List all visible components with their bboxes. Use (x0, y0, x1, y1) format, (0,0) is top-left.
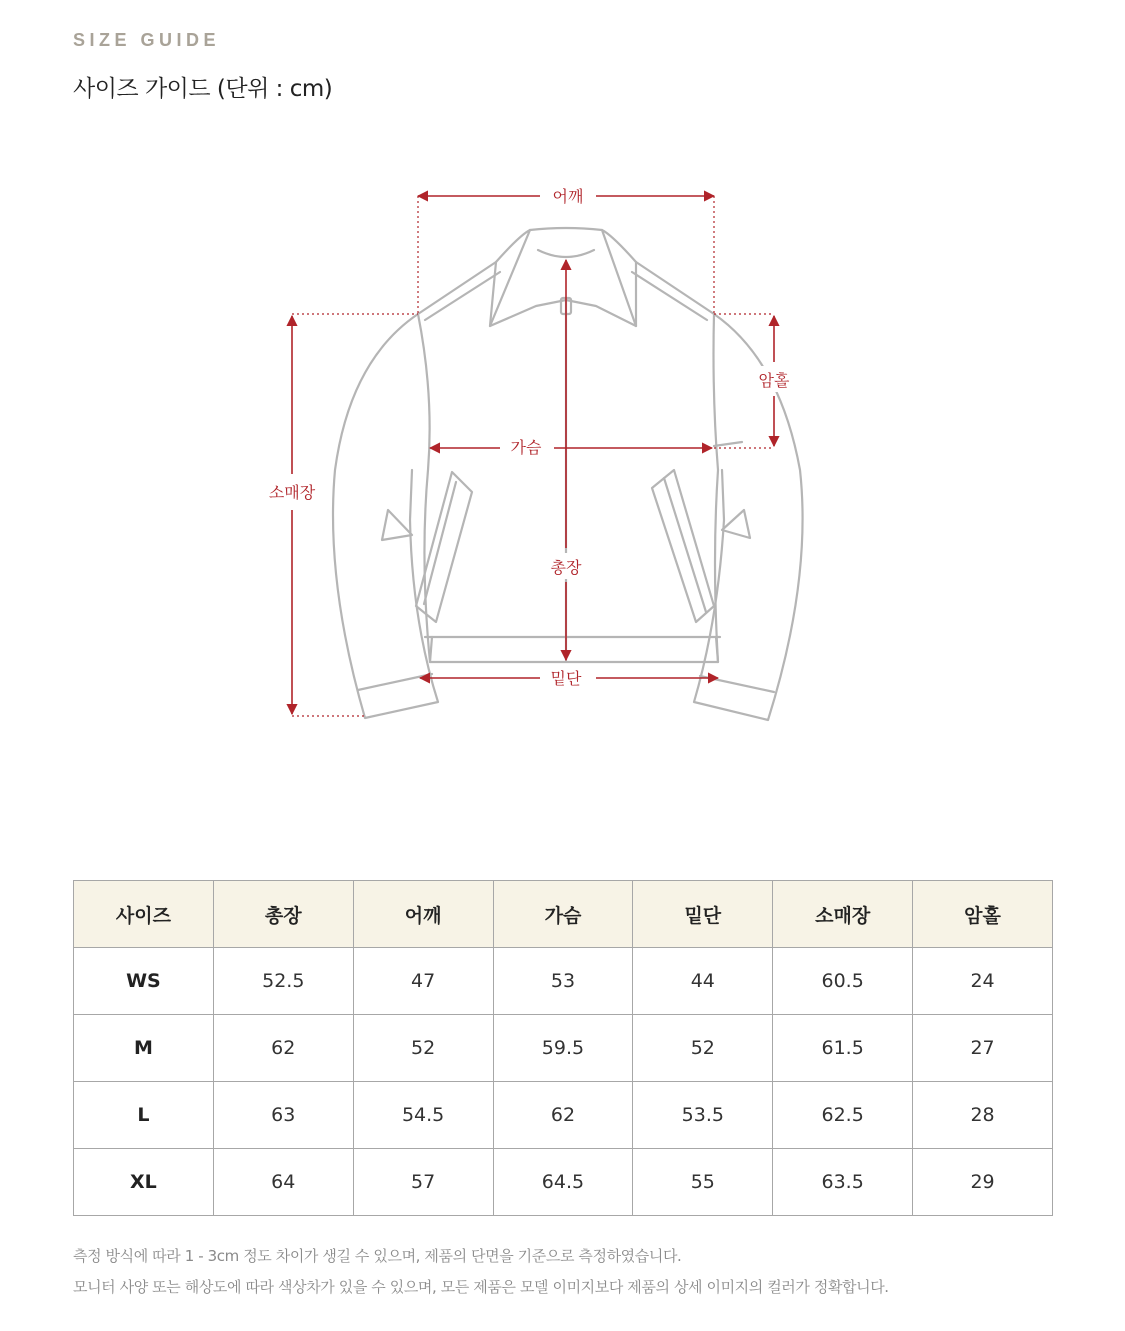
column-header-size: 사이즈 (74, 881, 214, 948)
jacket-illustration (333, 228, 803, 720)
table-cell: 29 (913, 1149, 1053, 1216)
length-label: 총장 (550, 558, 582, 577)
table-cell: 64 (213, 1149, 353, 1216)
table-row (74, 1015, 1053, 1082)
table-cell: 53.5 (633, 1082, 773, 1149)
table-cell: 52 (633, 1015, 773, 1082)
table-cell: 62 (213, 1015, 353, 1082)
table-cell: 61.5 (773, 1015, 913, 1082)
table-cell: 57 (353, 1149, 493, 1216)
jacket-measurement-diagram (250, 170, 850, 740)
column-header-sleeve: 소매장 (773, 881, 913, 948)
page-title: 사이즈 가이드 (단위 : cm) (73, 76, 333, 102)
armhole-label: 암홀 (758, 371, 790, 390)
table-cell: 60.5 (773, 948, 913, 1015)
jacket-body-outline (418, 262, 718, 662)
table-cell: 62.5 (773, 1082, 913, 1149)
table-row (74, 1149, 1053, 1216)
jacket-left-sleeve (333, 314, 438, 718)
table-row (74, 1082, 1053, 1149)
table-cell: 44 (633, 948, 773, 1015)
table-cell: 54.5 (353, 1082, 493, 1149)
table-cell: 27 (913, 1015, 1053, 1082)
size-cell: M (74, 1015, 214, 1082)
table-cell: 52.5 (213, 948, 353, 1015)
size-cell: XL (74, 1149, 214, 1216)
size-cell: L (74, 1082, 214, 1149)
shoulder-label: 어깨 (552, 187, 584, 206)
table-cell: 53 (493, 948, 633, 1015)
column-header-shoulder: 어깨 (353, 881, 493, 948)
table-cell: 64.5 (493, 1149, 633, 1216)
table-cell: 59.5 (493, 1015, 633, 1082)
table-cell: 62 (493, 1082, 633, 1149)
table-cell: 24 (913, 948, 1053, 1015)
size-cell: WS (74, 948, 214, 1015)
table-cell: 55 (633, 1149, 773, 1216)
chest-label: 가슴 (510, 438, 542, 457)
size-guide-kicker: SIZE GUIDE (73, 30, 221, 50)
column-header-armhole: 암홀 (913, 881, 1053, 948)
table-cell: 63 (213, 1082, 353, 1149)
table-cell: 52 (353, 1015, 493, 1082)
table-header-row (74, 881, 1053, 948)
table-cell: 47 (353, 948, 493, 1015)
column-header-chest: 가슴 (493, 881, 633, 948)
hem-label: 밑단 (550, 669, 582, 688)
table-row (74, 948, 1053, 1015)
size-table (73, 880, 1053, 1216)
column-header-length: 총장 (213, 881, 353, 948)
measurement-note: 측정 방식에 따라 1 - 3cm 정도 차이가 생길 수 있으며, 제품의 단면을 기준으로 측정하였습니다. (73, 1247, 682, 1265)
jacket-right-pocket (652, 470, 714, 622)
column-header-hem: 밑단 (633, 881, 773, 948)
table-cell: 28 (913, 1082, 1053, 1149)
color-note: 모니터 사양 또는 해상도에 따라 색상차가 있을 수 있으며, 모든 제품은 모델 이미지보다 제품의 상세 이미지의 컬러가 정확합니다. (73, 1278, 889, 1296)
table-cell: 63.5 (773, 1149, 913, 1216)
sleeve-label: 소매장 (268, 483, 316, 502)
jacket-collar (490, 228, 636, 326)
